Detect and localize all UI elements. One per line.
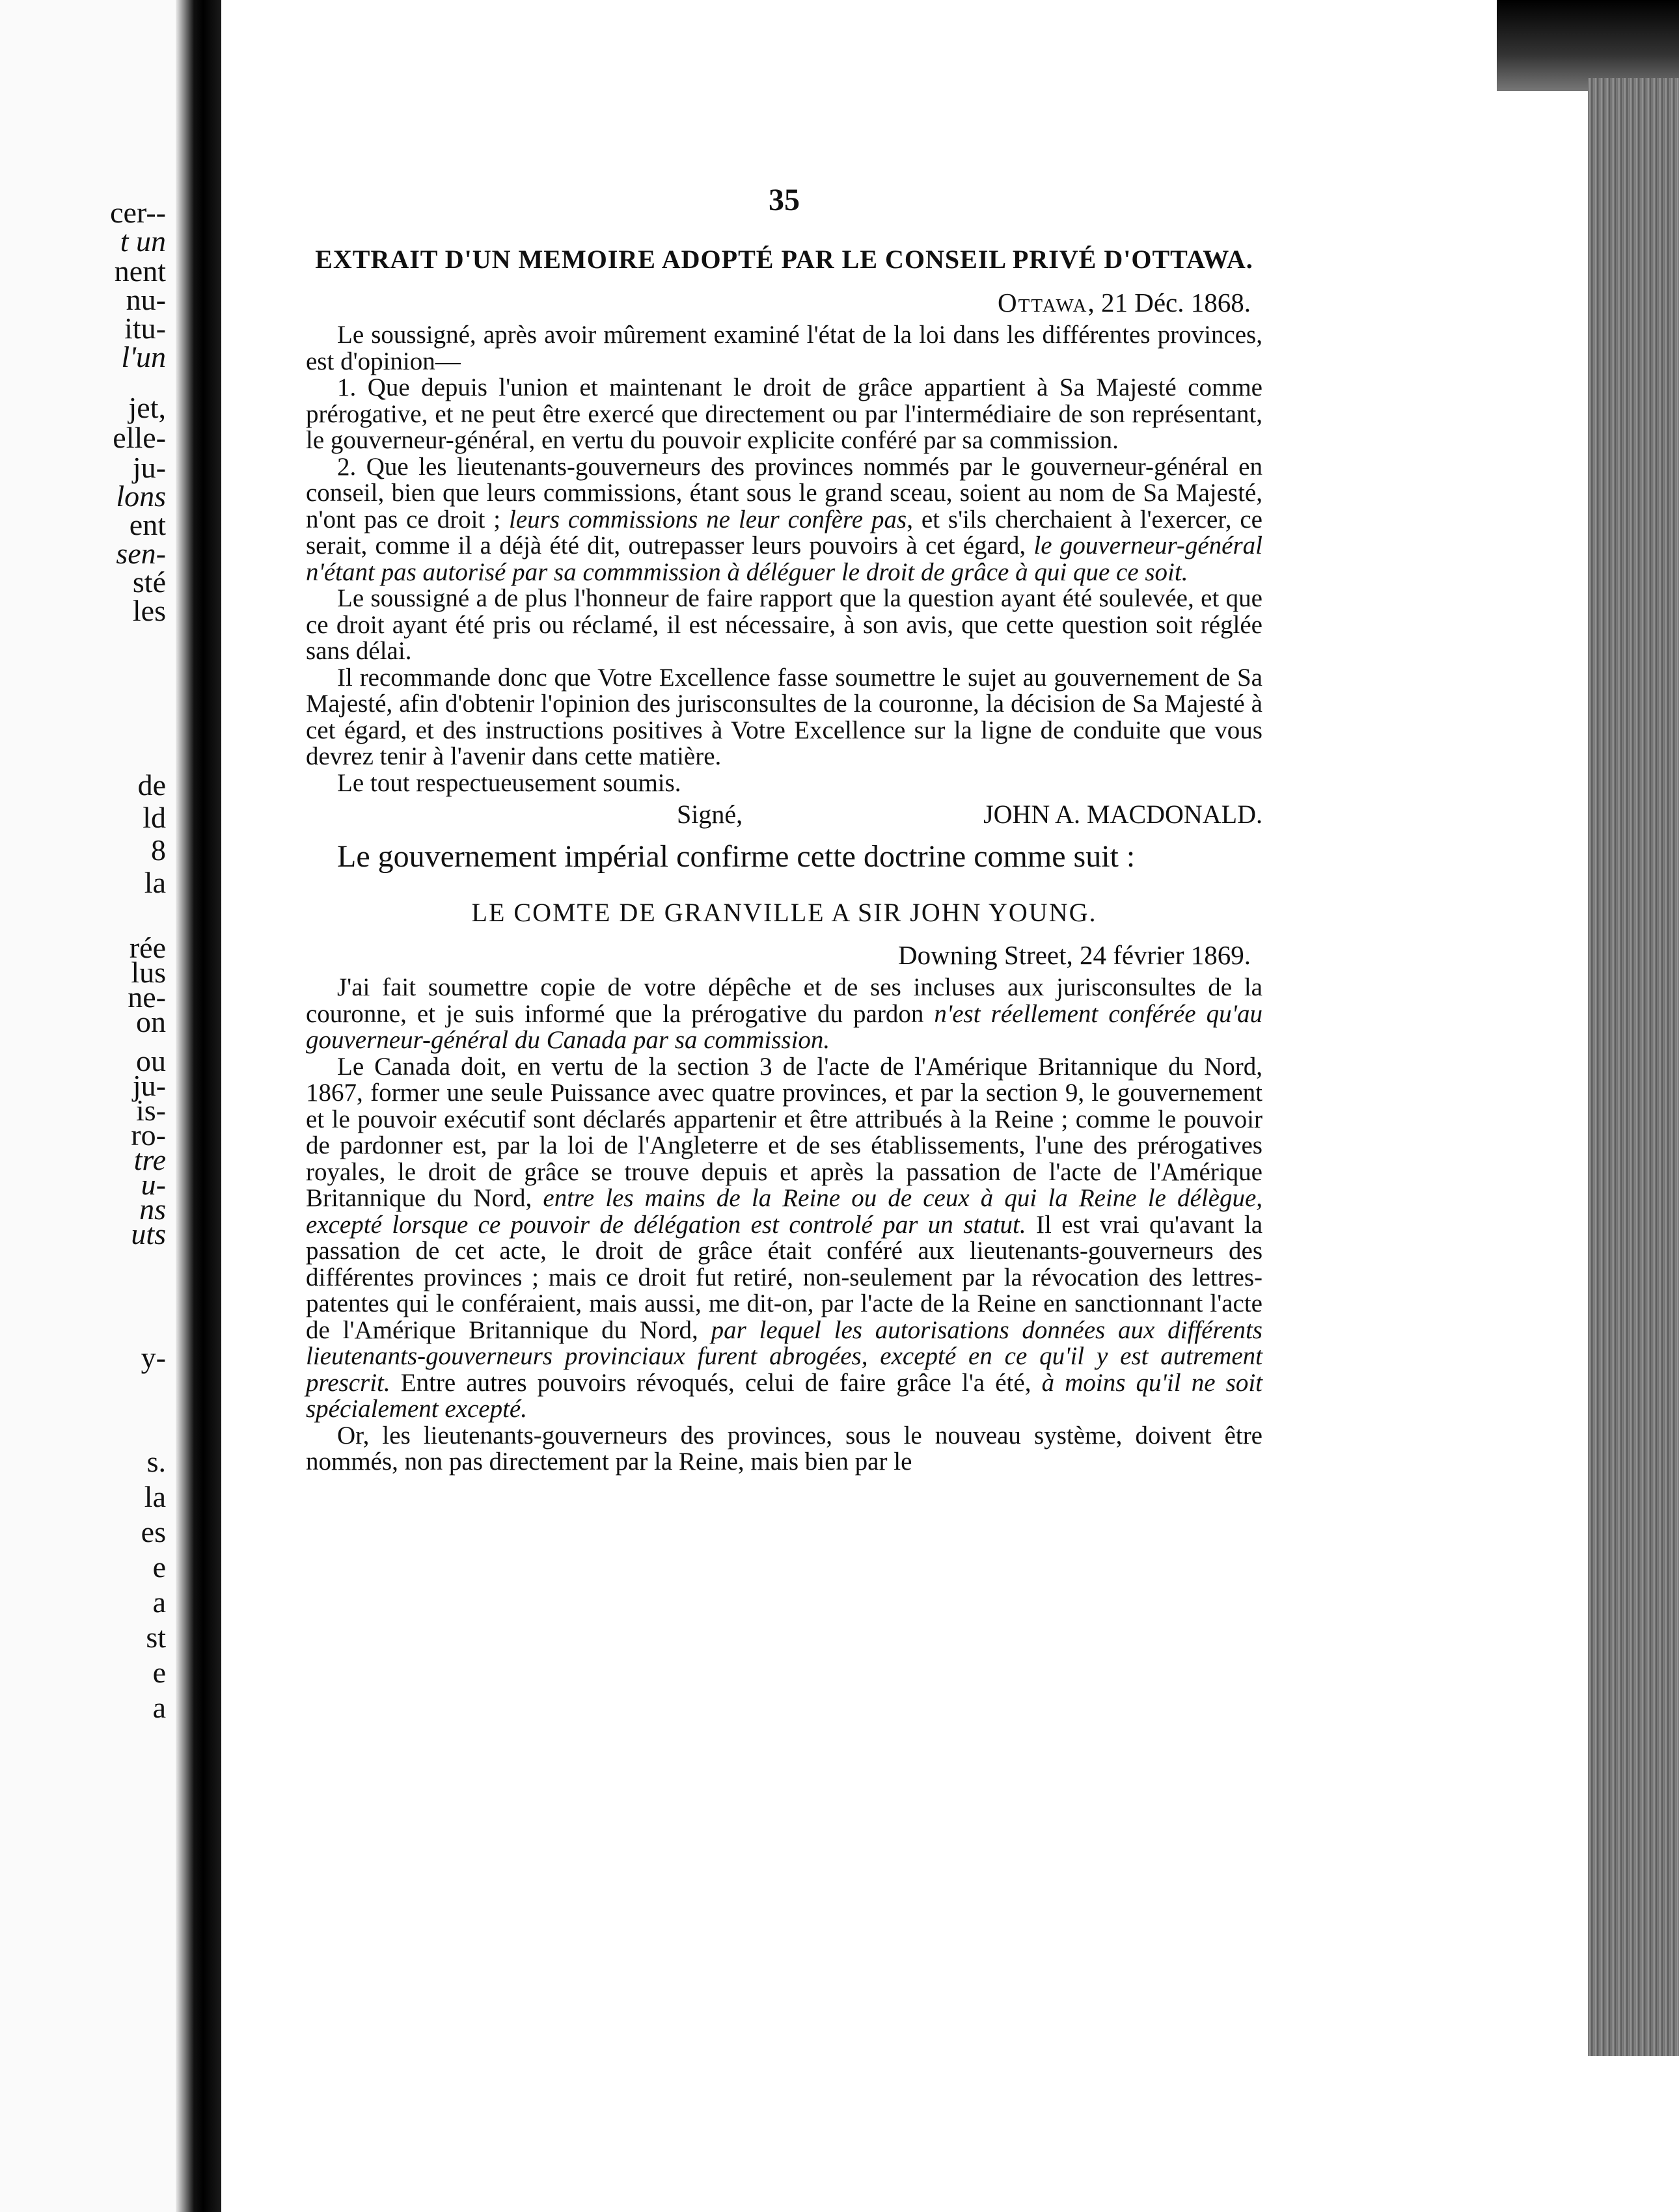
paragraph-point-1: 1. Que depuis l'union et maintenant le droit de grâce appartient à Sa Majesté comme prérogative, et ne peut être exercé que directement ou par l'intermédiaire de son représentant, le gouverneur-général, en vertu du pouvoir explicite conféré par sa commission. [306, 373, 1263, 454]
left-page-fragment: sté [132, 565, 166, 599]
left-page-fragment: rée [129, 931, 166, 964]
dateline-date: , 21 Déc. 1868. [1087, 288, 1251, 317]
page-block-edge [1588, 78, 1679, 2056]
left-page-fragment: a [152, 1585, 166, 1619]
left-page-fragment: la [144, 1480, 166, 1513]
left-page-fragment: ns [139, 1193, 166, 1226]
paragraph-point-2-a: 2. Que les lieutenants-gouverneurs des provinces nommés par le gouverneur-général en conseil, bien que leurs commissions, étant sous le grand sceau, soient au nom de Sa Majesté, n'ont pas ce droit ; [306, 452, 1263, 533]
left-page-fragment: sen- [116, 537, 166, 570]
left-page-fragment: cer-- [110, 196, 166, 229]
left-page-fragment: ju- [132, 1069, 166, 1102]
left-page-fragment: nu- [126, 283, 166, 316]
left-page-fragment: e [152, 1656, 166, 1689]
letter-paragraph-2-d: par lequel les autorisations données aux différents lieutenants-gouverneurs provinciaux furent abrogées, excepté en ce qu'il y est autrement prescrit. [306, 1315, 1263, 1397]
left-page-fragment: t un [120, 224, 166, 258]
lead-sentence: Le gouvernement impérial confirme cette doctrine comme suit : [337, 839, 1136, 874]
letter-paragraph-1-b: n'est réellement conférée qu'au gouverneur-général du Canada par sa commission. [306, 999, 1263, 1054]
dateline [306, 287, 1251, 318]
letter-paragraph-2-b: entre les mains de la Reine ou de ceux à qui la Reine le délègue, excepté lorsque ce pouvoir de délégation est controlé par un statut. [306, 1184, 1263, 1239]
left-page-fragment: ent [129, 508, 166, 541]
letter-paragraph-3: Or, les lieutenants-gouverneurs des provinces, sous le nouveau système, doivent être nommés, non pas directement par la Reine, mais bien par le [306, 1421, 1263, 1476]
letter-paragraph-1-a: J'ai fait soumettre copie de votre dépêche et de ses incluses aux jurisconsultes de la couronne, et je suis informé que la prérogative du pardon [306, 973, 1263, 1028]
dateline-place: Ottawa [998, 288, 1088, 317]
left-page-fragment: s. [146, 1445, 166, 1478]
left-page-fragment: ne- [128, 980, 166, 1014]
left-page-fragment: lons [116, 479, 166, 513]
paragraph-intro: Le soussigné, après avoir mûrement examiné l'état de la loi dans les différentes provinces, est d'opinion— [306, 321, 1263, 375]
left-page-fragment: uts [131, 1217, 166, 1250]
left-page-fragment: es [141, 1515, 166, 1548]
paragraph-recommendation: Il recommande donc que Votre Excellence fasse soumettre le sujet au gouvernement de Sa Majesté, afin d'obtenir l'opinion des jurisconsultes de la couronne, la décision de Sa Majesté à cet égard, et des instructions positives à Votre Excellence sur la ligne de conduite que vous devrez tenir à l'avenir dans cette matière. [306, 663, 1263, 770]
left-page-fragment: ro- [131, 1118, 166, 1152]
paragraph-point-2-c: , et s'ils cherchaient à l'exercer, ce serait, comme il a déjà été dit, outrepasser leurs pouvoirs à cet égard, [306, 505, 1263, 560]
left-page-fragment: tre [133, 1143, 166, 1176]
left-page-fragment: ou [136, 1044, 166, 1077]
left-page-fragment: nent [114, 254, 166, 288]
left-page-fragment: y- [141, 1341, 166, 1374]
paragraph-point-2-d: le gouverneur-général n'étant pas autorisé par sa commmission à déléguer le droit de grâce à qui que ce soit. [306, 532, 1263, 586]
book-gutter [176, 0, 221, 2212]
letter-title: LE COMTE DE GRANVILLE A SIR JOHN YOUNG. [471, 898, 1097, 927]
signed-label: Signé, [677, 800, 743, 829]
left-page-fragment: la [144, 866, 166, 899]
left-page-fragment: l'un [121, 340, 166, 373]
left-page-fragment: a [152, 1691, 166, 1724]
left-page-fragment: jet, [128, 391, 166, 424]
left-page-fragment: 8 [151, 833, 166, 867]
letter-paragraph-2-e: Entre autres pouvoirs révoqués, celui de faire grâce l'a été, [390, 1368, 1042, 1397]
paragraph-point-2 [306, 454, 1263, 586]
page-text [306, 182, 1263, 1476]
left-page-fragment: lus [131, 956, 166, 989]
left-page-fragment: de [137, 768, 166, 802]
left-page-fragment: u- [141, 1168, 166, 1201]
paragraph-closing: Le tout respectueusement soumis. [337, 768, 681, 797]
left-page-fragment: elle- [113, 421, 166, 454]
letter-dateline: Downing Street, 24 février 1869. [898, 940, 1251, 970]
letter-paragraph-2 [306, 1054, 1263, 1423]
letter-paragraph-1 [306, 975, 1263, 1054]
page-edge-shadow [1497, 0, 1679, 91]
left-page-fragment: on [136, 1005, 166, 1038]
letter-paragraph-2-f: à moins qu'il ne soit spécialement excepté. [306, 1368, 1263, 1423]
left-page-fragment: les [132, 594, 166, 627]
paragraph-point-2-b: leurs commissions ne leur confère pas [509, 505, 907, 533]
left-page-fragment: st [146, 1621, 166, 1654]
paragraph-report: Le soussigné a de plus l'honneur de faire rapport que la question ayant été soulevée, et que ce droit ayant été pris ou réclamé, il est nécessaire, à son avis, que cette question soit réglée sans délai. [306, 584, 1263, 665]
left-page-fragment: itu- [124, 312, 166, 345]
letter-paragraph-2-c: Il est vrai qu'avant la passation de cet acte, le droit de grâce était conféré aux lieutenants-gouverneurs des différentes provinces ; mais ce droit fut retiré, non-seulement par la révocation des lettres-patentes qui le conféraient, mais aussi, me dit-on, par l'acte de la Reine en sanctionnant l'acte de l'Amérique Britannique du Nord, [306, 1210, 1263, 1344]
left-page-fragment: is- [136, 1094, 166, 1127]
left-page-fragment: ju- [132, 451, 166, 484]
signed-name: JOHN A. MACDONALD. [983, 800, 1263, 829]
page-number: 35 [769, 183, 800, 217]
left-facing-page [0, 0, 189, 2212]
signature-line [306, 799, 1263, 830]
left-page-fragment: e [152, 1550, 166, 1584]
document-title: EXTRAIT D'UN MEMOIRE ADOPTÉ PAR LE CONSEIL PRIVÉ D'OTTAWA. [315, 245, 1253, 274]
left-page-fragment: ld [143, 801, 166, 834]
letter-paragraph-2-a: Le Canada doit, en vertu de la section 3 de l'acte de l'Amérique Britannique du Nord, 1867, former une seule Puissance avec quatre provinces, et par la section 9, le gouvernement et le pouvoir exécutif sont déclarés appartenir et être attribués à la Reine ; comme le pouvoir de pardonner est, par la loi de l'Angleterre et de ses établissements, l'une des prérogatives royales, le droit de grâce se trouve depuis et après la passation de l'acte de l'Amérique Britannique du Nord, [306, 1052, 1263, 1212]
